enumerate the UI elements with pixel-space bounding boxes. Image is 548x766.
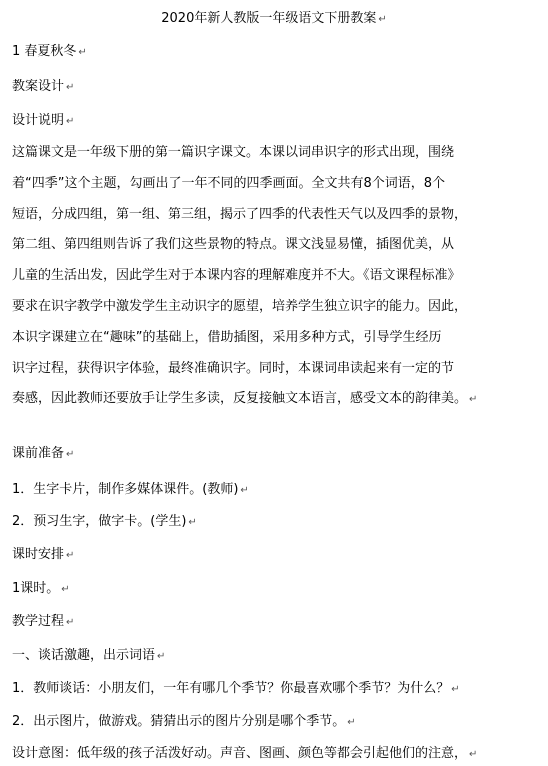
paragraph-line: 要求在识字教学中激发学生主动识字的愿望，培养学生独立识字的能力。因此， [12,298,468,314]
paragraph-mark: ↵ [66,617,75,628]
prep-item [12,513,540,532]
paragraph-mark: ↵ [378,14,387,25]
step-heading-text: 一、谈话激趣，出示词语 [12,648,156,663]
schedule-text [12,580,540,599]
lesson-heading [12,43,540,62]
paragraph-line: 着“四季”这个主题，勾画出了一年不同的四季画面。全文共有8个词语，8个 [12,175,446,191]
section-heading-prep [12,445,540,464]
paragraph-line [12,384,540,416]
paragraph-mark: ↵ [451,684,460,695]
paragraph-line: 本识字课建立在“趣味”的基础上，借助插图，采用多种方式，引导学生经历 [12,329,442,345]
section-heading-design [12,78,540,97]
paragraph-mark: ↵ [61,584,70,595]
prep-item-text: 1．生字卡片，制作多媒体课件。(教师) [12,482,239,497]
paragraph-mark: ↵ [66,82,75,93]
paragraph-mark: ↵ [157,651,166,662]
step-item-text: 1．教师谈话：小朋友们，一年有哪几个季节？你最喜欢哪个季节？为什么？ [12,681,450,696]
paragraph-mark: ↵ [66,116,75,127]
step-item [12,713,540,732]
paragraph-line: 这篇课文是一年级下册的第一篇识字课文。本课以词串识字的形式出现，围绕 [12,145,455,160]
paragraph-mark: ↵ [240,485,249,496]
section-heading-process [12,613,540,632]
design-intent-line [12,745,540,764]
step-heading [12,647,540,666]
paragraph-mark: ↵ [66,550,75,561]
step-item-text: 2．出示图片，做游戏。猜猜出示的图片分别是哪个季节。 [12,714,346,729]
paragraph-mark: ↵ [469,394,478,406]
paragraph-mark: ↵ [469,749,478,760]
section-heading-design-text: 教案设计 [12,79,65,94]
paragraph-mark: ↵ [347,717,356,728]
paragraph-mark: ↵ [78,47,87,58]
paragraph-line: 识字过程，获得识字体验，最终准确识字。同时，本课词串读起来有一定的节 [12,360,455,376]
document-title [0,10,548,29]
prep-item-text: 2．预习生字，做字卡。(学生) [12,514,187,529]
step-item [12,680,540,699]
paragraph-line: 儿童的生活出发，因此学生对于本课内容的理解难度并不大。《语文课程标准》 [12,268,461,284]
design-intent-text: 设计意图：低年级的孩子活泼好动。声音、图画、颜色等都会引起他们的注意， [12,746,468,761]
section-heading-notes [12,112,540,131]
section-heading-notes-text: 设计说明 [12,113,65,128]
design-notes-paragraph [12,138,540,416]
document-title-text: 2020年新人教版一年级语文下册教案 [161,11,377,26]
paragraph-line-text: 奏感，因此教师还要放手让学生多读，反复接触文本语言，感受文本的韵律美。 [12,391,468,407]
paragraph-line: 短语，分成四组，第一组、第三组，揭示了四季的代表性天气以及四季的景物， [12,206,468,222]
prep-item [12,481,540,500]
section-heading-prep-text: 课前准备 [12,446,65,461]
lesson-heading-text: 1 春夏秋冬 [12,44,77,59]
section-heading-process-text: 教学过程 [12,614,65,629]
paragraph-mark: ↵ [188,517,197,528]
paragraph-line: 第二组、第四组则告诉了我们这些景物的特点。课文浅显易懂，插图优美，从 [12,237,455,253]
schedule-text-value: 1课时。 [12,581,60,596]
section-heading-schedule [12,546,540,565]
section-heading-schedule-text: 课时安排 [12,547,65,562]
paragraph-mark: ↵ [66,449,75,460]
